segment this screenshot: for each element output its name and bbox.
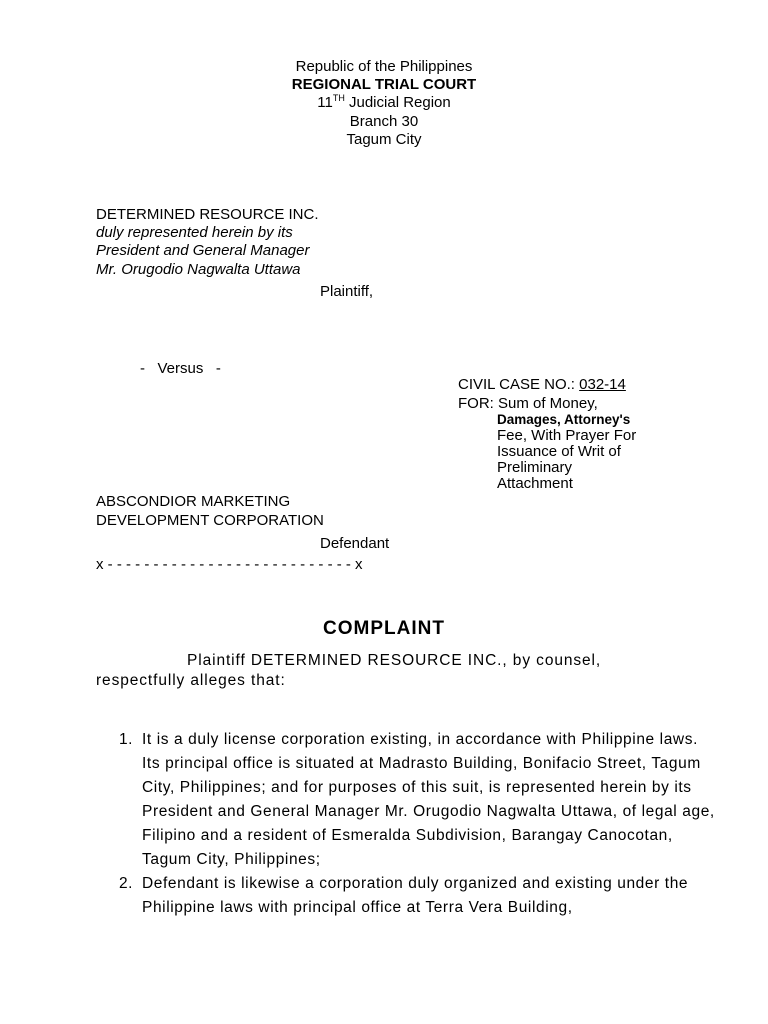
case-number: 032-14 (579, 376, 626, 393)
plaintiff-rep-line-1: duly represented herein by its (96, 224, 293, 241)
court-republic: Republic of the Philippines (295, 58, 473, 75)
defendant-name-line-1: ABSCONDIOR MARKETING (96, 493, 291, 510)
region-ordinal: TH (332, 93, 345, 103)
court-branch: Branch 30 (349, 113, 419, 130)
case-nature-line-3: Issuance of Writ of (497, 443, 621, 460)
court-city: Tagum City (346, 131, 422, 148)
case-nature-line-1: Damages, Attorney's (497, 412, 631, 427)
case-for-line: FOR: Sum of Money, (458, 395, 598, 412)
defendant-name-line-2: DEVELOPMENT CORPORATION (96, 512, 324, 529)
region-label: Judicial Region (344, 94, 451, 111)
region-number: 11 (317, 94, 333, 111)
caption-separator: x - - - - - - - - - - - - - - - - - - - - - - - - - - - x (96, 556, 363, 573)
case-number-label: CIVIL CASE NO.: (458, 376, 580, 393)
allegations-list (96, 728, 718, 920)
versus-label: - Versus - (140, 360, 221, 377)
case-nature-line-5: Attachment (497, 475, 573, 492)
intro-line-1: Plaintiff DETERMINED RESOURCE INC., by counsel, (187, 652, 602, 669)
allegation-item: 2. Defendant is likewise a corporation duly organized and existing under the Philippine laws with principal office at Terra Vera Building, (138, 872, 718, 920)
case-nature-line-2: Fee, With Prayer For (497, 427, 637, 444)
case-number-line (458, 376, 626, 394)
case-nature-line-4: Preliminary (497, 459, 573, 476)
plaintiff-rep-line-3: Mr. Orugodio Nagwalta Uttawa (96, 261, 301, 278)
document-title: COMPLAINT (323, 618, 445, 639)
plaintiff-role: Plaintiff, (320, 283, 374, 300)
intro-line-2: respectfully alleges that: (96, 672, 286, 689)
allegation-item: 1. It is a duly license corporation existing, in accordance with Philippine laws. Its principal office is situated at Madrasto Building, Bonifacio Street, Tagum City, Philippines; and for purposes of this suit, is represented herein by its President and General Manager Mr. Orugodio Nagwalta Uttawa, of legal age, Filipino and a resident of Esmeralda Subdivision, Barangay Canocotan, Tagum City, Philippines; (138, 728, 718, 872)
court-name: REGIONAL TRIAL COURT (291, 76, 477, 93)
plaintiff-name: DETERMINED RESOURCE INC. (96, 206, 319, 223)
defendant-role: Defendant (320, 535, 390, 552)
court-region (0, 94, 768, 113)
plaintiff-rep-line-2: President and General Manager (96, 242, 310, 259)
